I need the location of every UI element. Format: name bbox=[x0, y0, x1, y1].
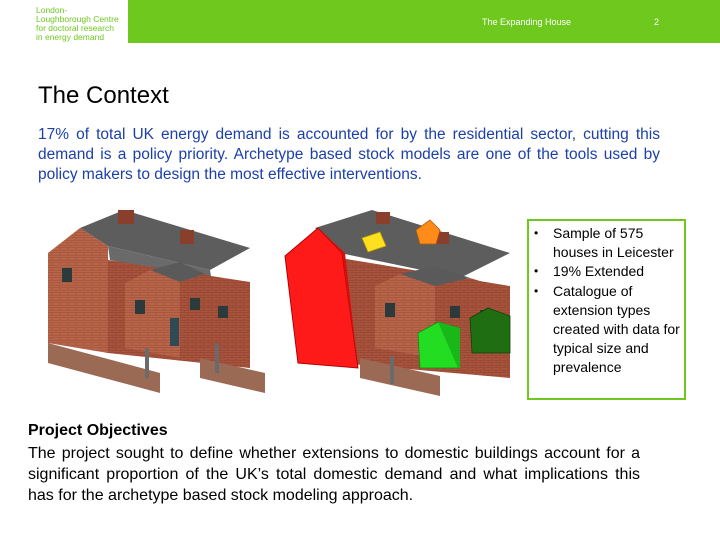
list-item bbox=[534, 224, 680, 262]
extended-house-model bbox=[285, 210, 510, 396]
logo-line-4: in energy demand bbox=[36, 32, 105, 42]
logo-line-3: for doctoral research bbox=[36, 23, 114, 33]
bullet-text: 19% Extended bbox=[553, 263, 645, 280]
objectives-heading: Project Objectives bbox=[28, 422, 168, 439]
bullet-icon: • bbox=[534, 264, 539, 279]
list-item bbox=[534, 282, 680, 378]
running-title: The Expanding House bbox=[482, 17, 572, 27]
logo-line-1: London- bbox=[36, 5, 68, 15]
bullet-text: Sample of 575 houses in Leicester bbox=[553, 225, 674, 261]
centre-logo bbox=[36, 6, 126, 42]
list-item bbox=[534, 262, 680, 281]
objectives-paragraph: The project sought to define whether extensions to domestic buildings account for a significant proportion of the UK’s total domestic demand and what implications this has for the archetype based stock modeling approach. bbox=[28, 445, 640, 504]
header-bar bbox=[128, 0, 720, 43]
house-extension-illustration bbox=[40, 208, 530, 408]
key-findings-list bbox=[529, 221, 684, 378]
key-findings-box bbox=[527, 219, 686, 400]
slide-title: The Context bbox=[38, 82, 169, 109]
plain-house-model bbox=[48, 210, 265, 393]
logo-line-2: Loughborough Centre bbox=[36, 14, 119, 24]
bullet-icon: • bbox=[534, 226, 539, 240]
bullet-icon: • bbox=[534, 283, 539, 298]
slide-number: 2 bbox=[654, 17, 660, 27]
context-paragraph: 17% of total UK energy demand is accounted for by the residential sector, cutting this demand is a policy priority. Archetype based stock models are one of the tools used by policy makers to design the most effective interventions. bbox=[38, 126, 660, 183]
bullet-text: Catalogue of extension types created with data for typical size and prevalence bbox=[553, 282, 680, 376]
